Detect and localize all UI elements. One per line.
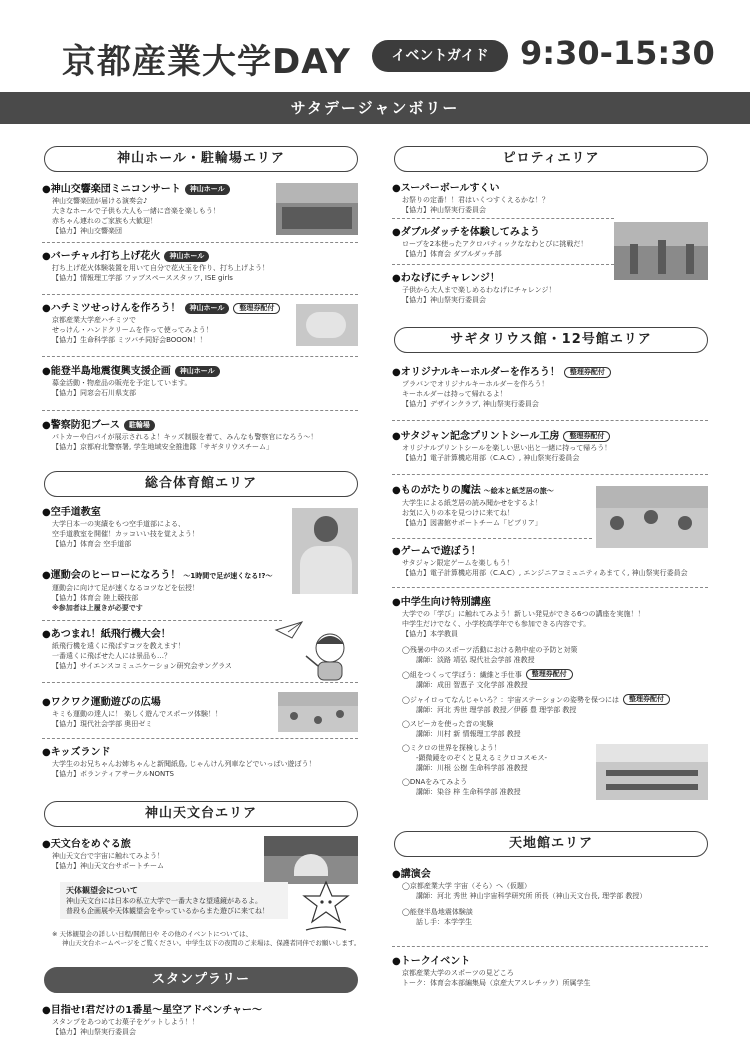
event-credit: 【協力】ボランティアサークルNONTS xyxy=(52,770,174,778)
event-credit: 【協力】情報理工学部 ファブスペーススタッフ, ISE girls xyxy=(52,274,233,282)
event-credit: 【協力】本学教員 xyxy=(402,630,458,638)
event-credit: 【協力】体育会 ダブルダッチ部 xyxy=(402,250,502,258)
event-credit: 【協力】神山祭実行委員会 xyxy=(402,296,486,304)
lecture-title: ◯京都産業大学 宇宙（そら）へ（仮題） xyxy=(402,882,532,890)
event-title: ●キッズランド xyxy=(42,747,111,758)
ticket-badge: 整理券配付 xyxy=(233,303,280,314)
event-desc: キーホルダーは持って帰れるよ！ xyxy=(402,390,507,398)
lecture-instructor: 講師：成田 智恵子 文化学部 准教授 xyxy=(416,681,528,689)
lecture-instructor: 講師：河北 秀世 理学部 教授／伊藤 豊 理学部 教授 xyxy=(416,706,577,714)
event-title: ●スーパーボールすくい xyxy=(392,183,500,194)
event-credit: 【協力】体育会 空手道部 xyxy=(52,540,132,548)
exercise-play-photo xyxy=(278,692,358,732)
area-header-sagittarius: サギタリウス館・12号館エリア xyxy=(394,327,708,353)
item-divider xyxy=(42,294,358,295)
ticket-badge: 整理券配付 xyxy=(526,669,573,680)
event-item-exercise-play xyxy=(42,696,222,729)
lecture-instructor: 講師：淡路 靖弘 現代社会学部 准教授 xyxy=(416,656,535,664)
item-divider xyxy=(42,738,358,739)
event-desc: 運動会に向けて足が速くなるコツなどを伝授！ xyxy=(52,584,199,592)
item-divider xyxy=(392,946,708,947)
event-desc: ロープを2本使ったアクロバティックななわとびに挑戦だ！ xyxy=(402,240,588,248)
item-divider xyxy=(392,587,708,588)
event-desc: 大学生による紙芝居の読み聞かせをするよ！ xyxy=(402,499,542,507)
lecture-instructor: 講師：川村 新 情報理工学部 教授 xyxy=(416,730,521,738)
lecture-instructor: 講師：川根 公樹 生命科学部 准教授 xyxy=(416,764,528,772)
event-item-noto-support xyxy=(42,365,220,398)
event-desc: キミも運動の達人に！ 楽しく遊んでスポーツ体験！！ xyxy=(52,710,222,718)
event-desc: 京都産業大学のスポーツの見どころ xyxy=(402,969,514,977)
event-item-junior-high-lecture xyxy=(392,596,644,639)
event-title: ●ものがたりの魔法 xyxy=(392,485,481,496)
item-divider xyxy=(392,264,614,265)
lecture-title: ◯ミクロの世界を探検しよう！ xyxy=(402,744,501,752)
event-credit: 【協力】生命科学部 ミツバチ同好会BOOON！！ xyxy=(52,336,207,344)
observatory-footnote-2: 神山天文台ホームページをご覧ください。中学生以下の夜間のご来場は、保護者同伴でお願いします。 xyxy=(62,939,361,947)
area-header-gymnasium: 総合体育館エリア xyxy=(44,471,358,497)
lecture-subtitle: -顕微鏡をのぞくと見えるミクロコスモス- xyxy=(416,754,548,762)
event-title: ●サタジャン記念プリントシール工房 xyxy=(392,431,560,442)
event-desc: 空手道教室を開催！カッコいい技を覚えよう！ xyxy=(52,530,199,538)
event-title: ●わなげにチャレンジ！ xyxy=(392,273,500,284)
ticket-badge: 整理券配付 xyxy=(564,367,611,378)
event-desc: オリジナルプリントシールを楽しい思い出と一緒に持って帰ろう！ xyxy=(402,444,612,452)
event-item-stamp-rally xyxy=(42,1004,262,1037)
event-desc: 神山交響楽団が届ける演奏会♪ xyxy=(52,197,148,205)
event-item-ring-toss xyxy=(392,272,555,305)
event-desc: 大学日本一の実績をもつ空手道部による、 xyxy=(52,520,185,528)
event-desc: 打ち上げ花火体験装置を用いて自分で花火玉を作り、打ち上げよう！ xyxy=(52,264,269,272)
event-credit: 【協力】同窓会石川県支部 xyxy=(52,389,136,397)
location-badge: 神山ホール xyxy=(185,303,230,314)
item-divider xyxy=(42,242,358,243)
item-divider xyxy=(392,474,708,475)
lecture-title: ◯能登半島地震体験談 xyxy=(402,908,473,916)
event-title: ●ワクワク運動遊びの広場 xyxy=(42,697,161,708)
event-item-lecture-meeting xyxy=(392,868,646,927)
location-badge: 駐輪場 xyxy=(124,420,155,431)
event-item-super-ball xyxy=(392,182,549,215)
location-badge: 神山ホール xyxy=(185,184,230,195)
observatory-photo xyxy=(264,836,358,884)
paper-airplane-girl-illustration xyxy=(272,618,360,682)
event-item-paper-airplane xyxy=(42,628,232,671)
event-item-running-hero xyxy=(42,569,272,613)
event-credit: 【協力】サイエンスコミュニケーション研究会サングラス xyxy=(52,662,232,670)
event-desc: 一番遠くに飛ばせた人には景品も…？ xyxy=(52,652,171,660)
honey-soap-photo xyxy=(296,304,358,346)
event-desc: せっけん・ハンドクリームを作って使ってみよう！ xyxy=(52,326,213,334)
event-title: ●ダブルダッチを体験してみよう xyxy=(392,227,540,238)
location-badge: 神山ホール xyxy=(164,251,209,262)
item-divider xyxy=(392,538,592,539)
event-item-double-dutch xyxy=(392,226,587,259)
event-desc: お気に入りの本を見つけに来てね！ xyxy=(402,509,514,517)
event-desc: 神山天文台で宇宙に触れてみよう！ xyxy=(52,852,164,860)
event-item-orchestra xyxy=(42,183,230,236)
area-header-stamp-rally: スタンプラリー xyxy=(44,967,358,993)
event-item-print-sticker xyxy=(392,430,611,463)
event-item-virtual-fireworks xyxy=(42,250,269,283)
ticket-badge: 整理券配付 xyxy=(563,431,610,442)
event-desc: 中学生だけでなく、小学校高学年でも参加できる内容です。 xyxy=(402,620,591,628)
event-item-karate xyxy=(42,506,199,549)
event-credit: 【協力】図書館サポートチーム「ビブリア」 xyxy=(402,519,542,527)
lecture-title: ◯残暑の中のスポーツ活動における熱中症の予防と対策 xyxy=(402,646,578,654)
event-item-police-booth xyxy=(42,419,317,452)
event-title: ●トークイベント xyxy=(392,956,471,967)
event-credit: 【協力】電子計算機応用部（C.A.C）, エンジニアコミュニティあまてく, 神山祭実行委員会 xyxy=(402,569,688,577)
lecture-title: ◯ジャイロってなんじゃいろ？：宇宙ステーションの姿勢を保つには xyxy=(402,696,619,704)
event-title: ●目指せ!君だけの1番星～星空アドベンチャー～ xyxy=(42,1005,262,1016)
event-credit: 【協力】神山交響楽団 xyxy=(52,227,122,235)
location-badge: 神山ホール xyxy=(175,366,220,377)
event-credit: 【協力】神山祭実行委員会 xyxy=(52,1028,136,1036)
area-header-kamiyama-hall: 神山ホール・駐輪場エリア xyxy=(44,146,358,172)
event-item-talk-event xyxy=(392,955,591,988)
event-subtitle: ～1時間で足が速くなる!?～ xyxy=(183,572,273,580)
picture-book-photo xyxy=(596,486,708,548)
event-title: ●神山交響楽団ミニコンサート xyxy=(42,184,181,195)
note-text: 普段も企画展や天体観望会をやっているからまた遊びに来てね！ xyxy=(66,907,269,915)
karate-instructor-photo xyxy=(292,508,358,594)
lecture-instructor: 講師：河北 秀世 神山宇宙科学研究所 所長（神山天文台長, 理学部 教授） xyxy=(416,892,647,900)
event-title: ●ゲームで遊ぼう！ xyxy=(392,546,481,557)
event-credit: 【協力】神山天文台サポートチーム xyxy=(52,862,164,870)
event-title: ●オリジナルキーホルダーを作ろう！ xyxy=(392,367,560,378)
event-guide-badge: イベントガイド xyxy=(372,40,508,72)
item-divider xyxy=(42,620,282,621)
lecture-title: ◯スピーカを使った音の実験 xyxy=(402,720,494,728)
area-header-observatory: 神山天文台エリア xyxy=(44,801,358,827)
orchestra-photo xyxy=(276,183,358,235)
event-item-observatory-tour xyxy=(42,838,164,871)
item-divider xyxy=(392,420,708,421)
event-title: ●空手道教室 xyxy=(42,507,101,518)
page-header xyxy=(0,0,750,92)
event-credit: 【協力】神山祭実行委員会 xyxy=(402,206,486,214)
event-desc: 京都産業大学産ハチミツで xyxy=(52,316,136,324)
event-title: ●能登半島地震復興支援企画 xyxy=(42,366,171,377)
event-title: ●講演会 xyxy=(392,869,431,880)
note-text: 神山天文台には日本の私立大学で一番大きな望遠鏡があるよ。 xyxy=(66,897,262,905)
event-item-kids-land xyxy=(42,746,315,779)
lecture-title: ◯DNAをみてみよう xyxy=(402,778,468,786)
event-item-keychain xyxy=(392,366,611,409)
double-dutch-photo xyxy=(614,222,708,280)
event-desc: 大学での「学び」に触れてみよう！新しい発見ができる6つの講座を実施！！ xyxy=(402,610,645,618)
event-item-game xyxy=(392,545,688,578)
event-credit: 【協力】デザインクラブ, 神山祭実行委員会 xyxy=(402,400,539,408)
event-desc: プラバンでオリジナルキーホルダーを作ろう！ xyxy=(402,380,549,388)
event-time: 9:30-15:30 xyxy=(520,34,715,72)
event-desc: 子供から大人まで楽しめるわなげにチャレンジ！ xyxy=(402,286,556,294)
event-title: ●ハチミツせっけんを作ろう！ xyxy=(42,303,181,314)
event-title: ●天文台をめぐる旅 xyxy=(42,839,131,850)
event-title: ●あつまれ！紙飛行機大会！ xyxy=(42,629,171,640)
stargazing-note-box xyxy=(60,882,288,919)
event-desc: パトカーや白バイが展示されるよ！キッズ制服を着て、みんなも警察官になろう～！ xyxy=(52,433,318,441)
event-title: ●運動会のヒーローになろう！ xyxy=(42,570,181,581)
event-desc: お祭りの定番！！君はいくつすくえるかな！？ xyxy=(402,196,549,204)
classroom-photo xyxy=(596,744,708,800)
item-divider xyxy=(42,682,358,683)
lecture-instructor: 講師：染谷 梓 生命科学部 准教授 xyxy=(416,788,521,796)
event-desc: スタンプをあつめてお菓子をゲットしよう！！ xyxy=(52,1018,199,1026)
event-desc: 大学生のお兄ちゃんお姉ちゃんと新聞紙島, じゃんけん列車などでいっぱい遊ぼう！ xyxy=(52,760,316,768)
event-item-story-magic xyxy=(392,484,554,528)
event-subtitle: ～絵本と紙芝居の旅～ xyxy=(483,487,554,495)
item-divider xyxy=(42,356,358,357)
event-desc: 募金活動・物産品の販売を予定しています。 xyxy=(52,379,192,387)
lecture-instructor: 話し手：本学学生 xyxy=(416,918,472,926)
event-desc: サタジャン限定ゲームを楽しもう！ xyxy=(402,559,514,567)
event-desc: トーク：体育会本部編集局（京産大アスレチック）所属学生 xyxy=(402,979,591,987)
note-title: 天体観望会について xyxy=(66,886,138,895)
event-credit: 【協力】京都府北警察署, 学生地域安全推進隊「サギタリウスチーム」 xyxy=(52,443,274,451)
event-banner: サタデージャンボリー xyxy=(0,92,750,124)
event-credit: 【協力】体育会 陸上競技部 xyxy=(52,594,139,602)
event-item-honey-soap xyxy=(42,302,280,345)
ticket-badge: 整理券配付 xyxy=(623,694,670,705)
lecture-title: ◯組をつくって学ぼう：繊維と手仕事 xyxy=(402,671,522,679)
item-divider xyxy=(392,218,614,219)
event-title: ●警察防犯ブース xyxy=(42,420,120,431)
event-desc: 大きなホールで子供も大人も一緒に音楽を楽しもう！ xyxy=(52,207,220,215)
observatory-footnote-1: ※ 天体観望会の詳しい日程/開館日や その他のイベントについては、 xyxy=(52,930,253,938)
area-header-tenchi: 天地館エリア xyxy=(394,831,708,857)
event-title: ●バーチャル打ち上げ花火 xyxy=(42,251,161,262)
event-note: ※参加者は上履きが必要です xyxy=(52,604,143,612)
page-title: 京都産業大学DAY xyxy=(62,42,351,82)
observatory-mascot-illustration xyxy=(296,878,356,936)
event-desc: 紙飛行機を遠くに飛ばすコツを教えます！ xyxy=(52,642,185,650)
area-header-piloti: ピロティエリア xyxy=(394,146,708,172)
event-credit: 【協力】電子計算機応用部（C.A.C）, 神山祭実行委員会 xyxy=(402,454,580,462)
event-title: ●中学生向け特別講座 xyxy=(392,597,491,608)
event-desc: 赤ちゃん連れのご家族も大歓迎！ xyxy=(52,217,157,225)
item-divider xyxy=(42,410,358,411)
event-credit: 【協力】現代社会学部 奥田ゼミ xyxy=(52,720,153,728)
